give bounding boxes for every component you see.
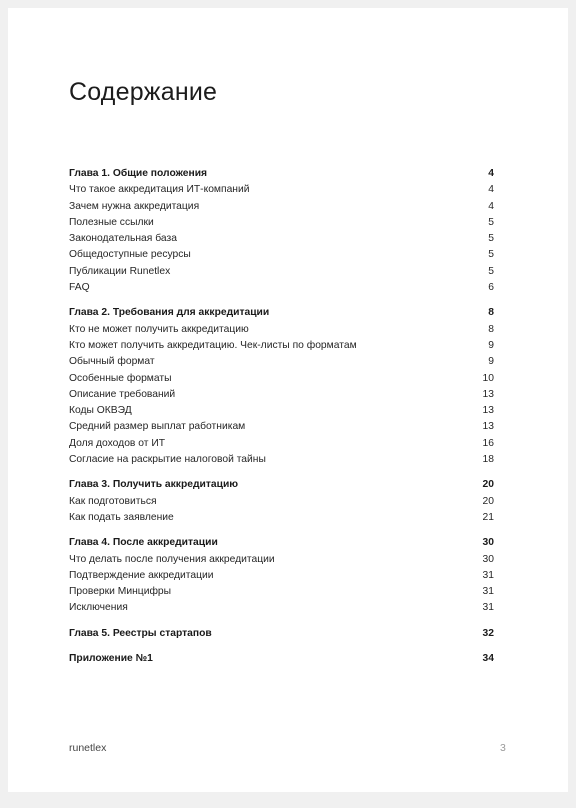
- toc-entry-label: Средний размер выплат работникам: [69, 421, 246, 433]
- toc-entry-label: Общедоступные ресурсы: [69, 249, 191, 261]
- toc-entry-label: Особенные форматы: [69, 372, 172, 384]
- toc-chapter-4[interactable]: [69, 535, 494, 551]
- toc-page-number: 6: [488, 282, 494, 294]
- toc-entry-label: Законодательная база: [69, 233, 177, 245]
- toc-page-number: 13: [482, 405, 494, 417]
- toc-section-1: [69, 166, 494, 296]
- toc-chapter-label: Глава 1. Общие положения: [69, 168, 208, 179]
- toc-page-number: 16: [482, 437, 494, 449]
- toc-page-number: 20: [482, 495, 494, 507]
- toc-entry-label: Согласие на раскрытие налоговой тайны: [69, 454, 266, 466]
- toc-entry[interactable]: [69, 215, 494, 231]
- toc-section-3: [69, 477, 494, 526]
- toc-entry[interactable]: [69, 568, 494, 584]
- toc-entry[interactable]: [69, 338, 494, 354]
- toc-entry-label: Исключения: [69, 602, 128, 614]
- toc-entry-label: Как подготовиться: [69, 495, 157, 507]
- toc-page-number: 20: [482, 479, 494, 491]
- toc-entry-label: Подтверждение аккредитации: [69, 569, 214, 581]
- toc-entry-label: Кто не может получить аккредитацию: [69, 323, 249, 335]
- toc-chapter-label: Глава 2. Требования для аккредитации: [69, 307, 270, 319]
- toc-entry-label: Полезные ссылки: [69, 216, 154, 228]
- toc-entry[interactable]: [69, 600, 494, 616]
- toc-page-number: 9: [488, 339, 494, 351]
- toc-page-number: 10: [482, 372, 494, 384]
- toc-page-number: 13: [482, 421, 494, 433]
- toc-chapter-label: Глава 4. После аккредитации: [69, 537, 218, 549]
- toc-entry[interactable]: [69, 354, 494, 370]
- toc-entry-label: Как подать заявление: [69, 511, 174, 523]
- toc-section-appendix: [69, 651, 494, 667]
- toc-page-number: 31: [482, 602, 494, 614]
- table-of-contents: [69, 166, 494, 676]
- toc-chapter-label: Глава 5. Реестры стартапов: [69, 627, 212, 639]
- toc-entry[interactable]: [69, 264, 494, 280]
- footer-brand: runetlex: [69, 742, 107, 754]
- toc-entry[interactable]: [69, 280, 494, 296]
- toc-chapter-5[interactable]: [69, 626, 494, 642]
- toc-chapter-label: Приложение №1: [69, 653, 153, 665]
- toc-entry[interactable]: [69, 452, 494, 468]
- toc-section-4: [69, 535, 494, 616]
- toc-entry-label: Описание требований: [69, 388, 176, 400]
- document-page: [8, 8, 568, 792]
- toc-entry[interactable]: [69, 231, 494, 247]
- toc-chapter-2[interactable]: [69, 305, 494, 321]
- toc-chapter-3[interactable]: [69, 477, 494, 493]
- toc-chapter-label: Глава 3. Получить аккредитацию: [69, 479, 239, 491]
- toc-entry[interactable]: [69, 510, 494, 526]
- toc-appendix[interactable]: [69, 651, 494, 667]
- toc-page-number: 8: [488, 323, 494, 335]
- toc-entry-label: Публикации Runetlex: [69, 265, 171, 277]
- toc-page-number: 4: [488, 168, 494, 179]
- toc-entry[interactable]: [69, 403, 494, 419]
- toc-page-number: 4: [488, 184, 494, 196]
- toc-entry-label: Коды ОКВЭД: [69, 405, 132, 417]
- toc-entry[interactable]: [69, 182, 494, 198]
- toc-section-2: [69, 305, 494, 468]
- toc-page-number: 9: [488, 356, 494, 368]
- toc-page-number: 31: [482, 569, 494, 581]
- toc-entry[interactable]: [69, 387, 494, 403]
- toc-entry[interactable]: [69, 247, 494, 263]
- toc-entry[interactable]: [69, 584, 494, 600]
- toc-page-number: 5: [488, 265, 494, 277]
- toc-entry[interactable]: [69, 371, 494, 387]
- toc-entry[interactable]: [69, 199, 494, 215]
- page-title: Содержание: [69, 78, 218, 106]
- toc-page-number: 5: [488, 216, 494, 228]
- toc-section-5: [69, 626, 494, 642]
- toc-page-number: 21: [482, 511, 494, 523]
- toc-page-number: 5: [488, 233, 494, 245]
- toc-entry-label: Кто может получить аккредитацию. Чек-листы по форматам: [69, 339, 357, 351]
- toc-page-number: 30: [482, 537, 494, 549]
- toc-entry[interactable]: [69, 419, 494, 435]
- toc-page-number: 34: [482, 653, 494, 665]
- toc-entry[interactable]: [69, 494, 494, 510]
- toc-page-number: 13: [482, 388, 494, 400]
- toc-page-number: 8: [488, 307, 494, 319]
- toc-entry-label: FAQ: [69, 282, 90, 294]
- toc-entry-label: Что делать после получения аккредитации: [69, 553, 275, 565]
- toc-page-number: 31: [482, 586, 494, 598]
- toc-entry[interactable]: [69, 322, 494, 338]
- toc-entry-label: Обычный формат: [69, 356, 155, 368]
- toc-entry-label: Доля доходов от ИТ: [69, 437, 166, 449]
- toc-chapter-1[interactable]: [69, 166, 494, 182]
- footer-page-number: 3: [500, 742, 506, 754]
- toc-page-number: 30: [482, 553, 494, 565]
- toc-page-number: 5: [488, 249, 494, 261]
- toc-entry[interactable]: [69, 436, 494, 452]
- toc-entry-label: Что такое аккредитация ИТ-компаний: [69, 184, 250, 196]
- toc-entry-label: Зачем нужна аккредитация: [69, 200, 200, 212]
- toc-page-number: 4: [488, 200, 494, 212]
- toc-entry-label: Проверки Минцифры: [69, 586, 172, 598]
- toc-entry[interactable]: [69, 552, 494, 568]
- toc-page-number: 18: [482, 454, 494, 466]
- toc-page-number: 32: [482, 627, 494, 639]
